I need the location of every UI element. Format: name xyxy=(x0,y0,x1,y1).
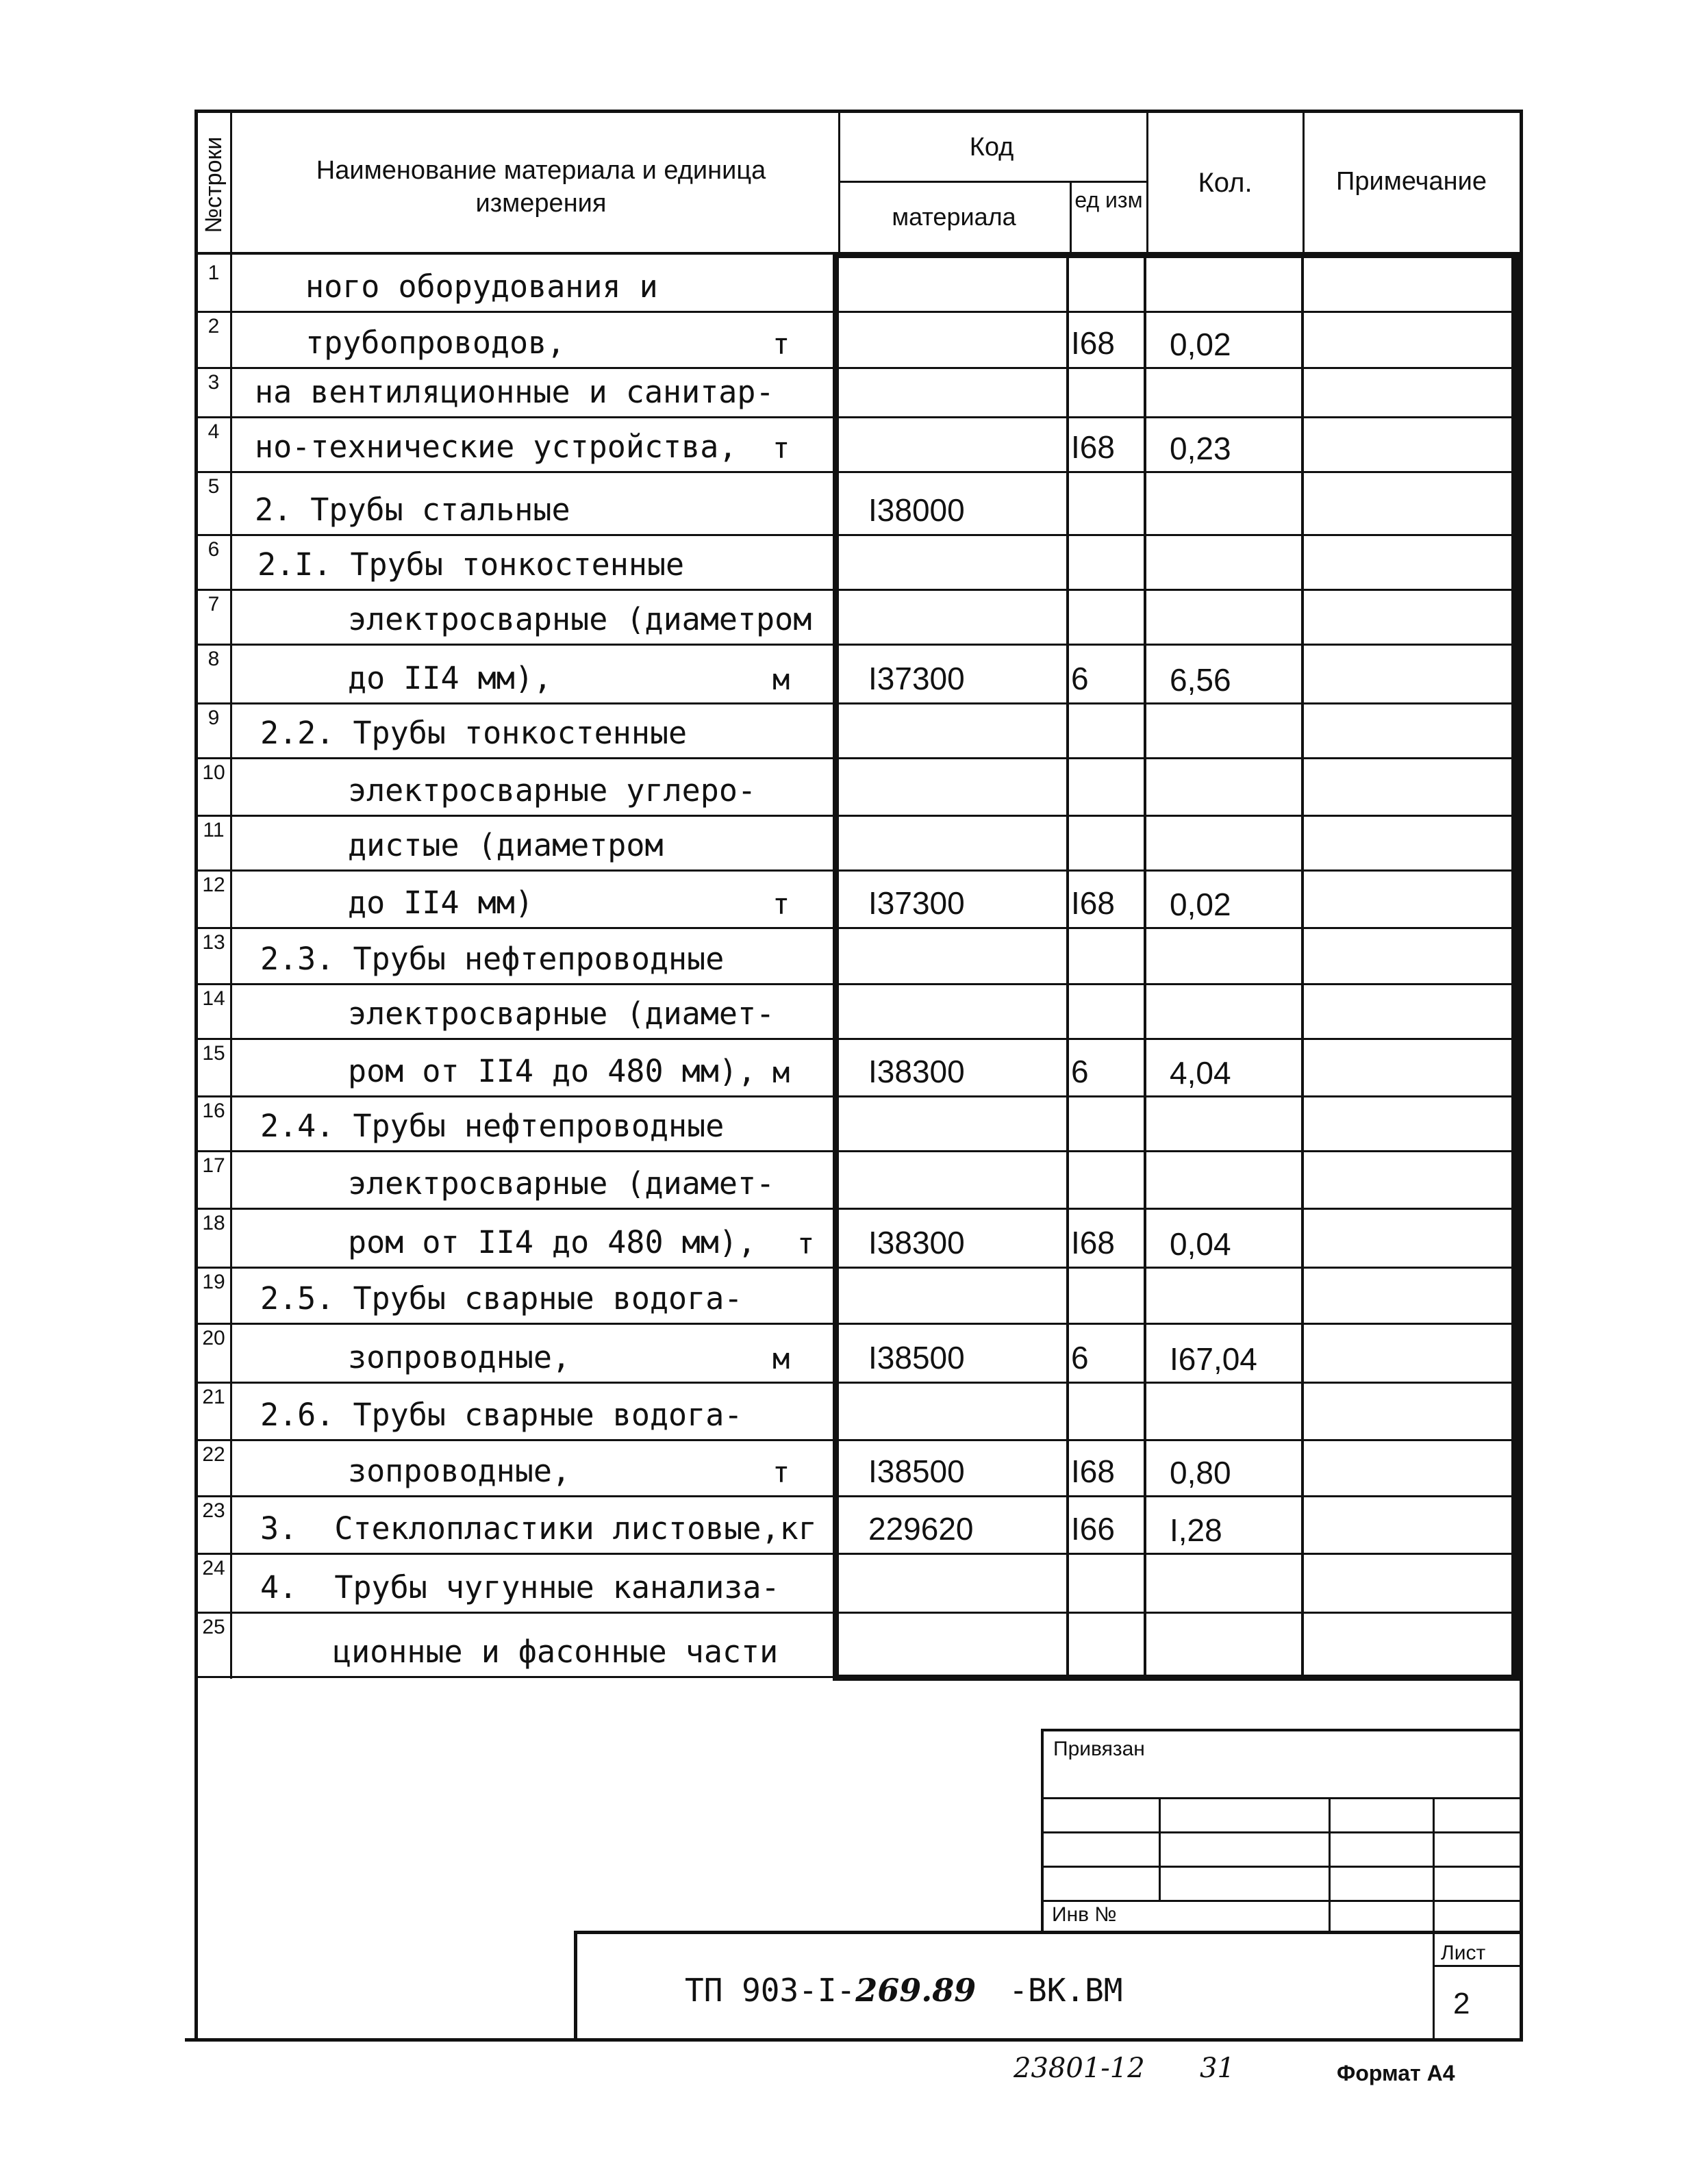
material-name: электросварные (диамет- xyxy=(348,1165,775,1202)
material-name: до II4 мм), xyxy=(348,660,553,696)
document-designation xyxy=(685,1972,1122,2009)
header-qty-right-line xyxy=(1302,110,1305,255)
row-separator xyxy=(194,702,1523,704)
format-label: Формат А4 xyxy=(1337,2061,1455,2085)
material-name: ром от II4 до 480 мм), xyxy=(348,1053,757,1089)
row-separator xyxy=(194,757,1523,759)
row-separator xyxy=(194,1267,1523,1269)
designation-suffix: -ВК.ВМ xyxy=(1009,1972,1123,2009)
row-separator xyxy=(194,367,1523,369)
row-number: 21 xyxy=(202,1386,225,1408)
sheet-label: Лист xyxy=(1441,1942,1486,1964)
unit-of-measure: м xyxy=(772,1342,790,1375)
row-number: 10 xyxy=(202,761,225,784)
unit-of-measure: т xyxy=(772,431,790,465)
row-separator xyxy=(194,815,1523,817)
stamp-line-3 xyxy=(1041,1866,1523,1868)
row-number: 7 xyxy=(207,593,220,615)
header-material: материала xyxy=(892,203,1016,231)
row-number: 13 xyxy=(202,931,225,954)
quantity: I67,04 xyxy=(1170,1341,1257,1377)
ed-qty-column-line xyxy=(1144,257,1146,1676)
row-number: 2 xyxy=(207,315,220,338)
designation-prefix: ТП 903-I- xyxy=(685,1972,856,2009)
row-number: 19 xyxy=(202,1271,225,1293)
unit-of-measure: т xyxy=(797,1227,815,1260)
stamp-col-3 xyxy=(1433,1797,1435,2042)
row-separator xyxy=(194,869,1523,872)
row-separator xyxy=(194,589,1523,591)
unit-code: I68 xyxy=(1071,1225,1115,1260)
header-row-number: №строки xyxy=(201,136,227,233)
sheet-left-border xyxy=(194,110,198,2042)
material-name: 2.5. Трубы сварные водога- xyxy=(260,1280,743,1317)
quantity: 4,04 xyxy=(1170,1055,1231,1091)
material-name: но-технические устройства, xyxy=(255,429,738,465)
stamp-col-2 xyxy=(1329,1797,1331,1934)
designation-handwritten: 269.89 xyxy=(855,1972,977,2009)
material-code: I38300 xyxy=(868,1225,965,1260)
header-note: Примечание xyxy=(1336,167,1487,196)
stamp-line-1 xyxy=(1041,1797,1523,1799)
row-separator xyxy=(194,1382,1523,1384)
material-name: электросварные углеро- xyxy=(348,772,757,809)
material-code: 229620 xyxy=(868,1511,974,1547)
row-number: 22 xyxy=(202,1443,225,1466)
material-name: зопроводные, xyxy=(348,1453,571,1489)
footer-handwritten-page: 31 xyxy=(1200,2053,1235,2084)
row-number: 8 xyxy=(207,648,220,670)
material-code: I38500 xyxy=(868,1453,965,1489)
designation-left-line xyxy=(574,1931,577,2042)
sheet-number: 2 xyxy=(1453,1987,1470,2020)
header-material-right-line xyxy=(1070,181,1072,255)
material-name: 4. Трубы чугунные канализа- xyxy=(260,1569,780,1605)
unit-code: I68 xyxy=(1071,429,1115,465)
material-name: дистые (диаметром xyxy=(348,827,664,863)
material-name: на вентиляционные и санитар- xyxy=(255,374,775,410)
material-code: I37300 xyxy=(868,885,965,921)
material-name: 2.6. Трубы сварные водога- xyxy=(260,1397,743,1433)
unit-code: 6 xyxy=(1071,1054,1089,1089)
row-number: 3 xyxy=(207,371,220,394)
row-number: 6 xyxy=(207,538,220,561)
material-code: I37300 xyxy=(868,661,965,696)
header-name: Наименование материала и единица измерения xyxy=(316,156,766,218)
unit-code: 6 xyxy=(1071,1340,1089,1375)
quantity: 0,04 xyxy=(1170,1226,1231,1262)
designation-top-line xyxy=(574,1931,1523,1934)
unit-of-measure: м xyxy=(772,663,790,696)
row-number: 12 xyxy=(202,874,225,896)
row-number: 23 xyxy=(202,1499,225,1522)
sheet-right-border xyxy=(1520,110,1523,2042)
bold-frame-right xyxy=(1511,252,1520,1680)
stamp-line-2 xyxy=(1041,1831,1523,1833)
row-number: 25 xyxy=(202,1616,225,1638)
unit-of-measure: т xyxy=(772,1456,790,1489)
row-separator xyxy=(194,1095,1523,1097)
row-number: 15 xyxy=(202,1042,225,1065)
row-separator xyxy=(194,983,1523,985)
row-number: 24 xyxy=(202,1557,225,1579)
material-name: зопроводные, xyxy=(348,1339,571,1375)
rowno-column-line xyxy=(230,110,232,1679)
material-name: 2.2. Трубы тонкостенные xyxy=(260,715,688,751)
unit-of-measure: т xyxy=(772,887,790,921)
row-separator xyxy=(194,1612,1523,1614)
row-separator xyxy=(194,927,1523,929)
unit-of-measure: т xyxy=(772,327,790,361)
row-number: 17 xyxy=(202,1154,225,1177)
sheet-bottom-border xyxy=(185,2038,1523,2042)
row-number: 14 xyxy=(202,987,225,1010)
material-name: 2.4. Трубы нефтепроводные xyxy=(260,1108,725,1144)
quantity: 0,23 xyxy=(1170,431,1231,466)
row-number: 4 xyxy=(207,420,220,443)
unit-code: I66 xyxy=(1071,1511,1115,1547)
header-unit-code: ед изм xyxy=(1074,188,1143,212)
header-ed-right-line xyxy=(1146,110,1148,255)
unit-code: I68 xyxy=(1071,325,1115,361)
row-number: 1 xyxy=(207,262,220,284)
row-number: 5 xyxy=(207,475,220,498)
bold-frame-top xyxy=(833,252,1523,258)
material-name: 2.I. Трубы тонкостенные xyxy=(257,546,685,583)
row-separator xyxy=(194,534,1523,536)
unit-code: I68 xyxy=(1071,885,1115,921)
row-separator xyxy=(194,311,1523,313)
footer-handwritten-number: 23801-12 xyxy=(1014,2053,1145,2084)
row-separator xyxy=(194,416,1523,418)
material-code: I38500 xyxy=(868,1340,965,1375)
row-separator xyxy=(194,644,1523,646)
material-name: до II4 мм) xyxy=(348,885,533,921)
material-name: трубопроводов, xyxy=(305,325,566,361)
quantity: 6,56 xyxy=(1170,662,1231,698)
row-separator xyxy=(194,1553,1523,1555)
header-code: Код xyxy=(969,133,1014,162)
header-quantity: Кол. xyxy=(1198,168,1253,198)
row-number: 11 xyxy=(203,819,225,841)
stamp-top-line xyxy=(1041,1729,1523,1731)
material-name: 3. Стеклопластики листовые,кг xyxy=(260,1510,817,1547)
material-name: 2. Трубы стальные xyxy=(255,492,570,528)
table-top-border xyxy=(194,110,1523,113)
bold-frame-bottom xyxy=(833,1675,1523,1681)
row-separator xyxy=(194,1208,1523,1210)
stamp-col-1 xyxy=(1159,1797,1161,1901)
material-name: ром от II4 до 480 мм), xyxy=(348,1224,757,1260)
quantity: 0,02 xyxy=(1170,327,1231,362)
quantity: I,28 xyxy=(1170,1512,1222,1548)
row-separator xyxy=(194,1495,1523,1497)
header-code-divider xyxy=(838,181,1148,183)
material-code: I38000 xyxy=(868,492,965,528)
quantity: 0,80 xyxy=(1170,1455,1231,1490)
quantity: 0,02 xyxy=(1170,887,1231,922)
unit-code: 6 xyxy=(1071,661,1089,696)
bound-label: Привязан xyxy=(1053,1738,1145,1760)
code-ed-column-line xyxy=(1066,257,1069,1676)
sheet-label-line xyxy=(1433,1965,1523,1967)
row-number: 16 xyxy=(202,1100,225,1122)
material-name: электросварные (диамет- xyxy=(348,995,775,1032)
stamp-line-4 xyxy=(1041,1900,1523,1902)
row-number: 20 xyxy=(202,1327,225,1349)
table-bottom-line xyxy=(194,1676,833,1678)
row-number: 18 xyxy=(202,1212,225,1234)
unit-of-measure: м xyxy=(772,1056,790,1089)
material-name: ного оборудования и xyxy=(305,268,658,305)
material-name: электросварные (диаметром xyxy=(348,601,812,637)
bold-frame-left xyxy=(833,252,839,1680)
material-name: 2.3. Трубы нефтепроводные xyxy=(260,941,725,977)
row-separator xyxy=(194,471,1523,473)
qty-note-column-line xyxy=(1301,257,1304,1676)
row-separator xyxy=(194,1439,1523,1441)
row-separator xyxy=(194,1150,1523,1152)
unit-code: I68 xyxy=(1071,1453,1115,1489)
material-name: ционные и фасонные части xyxy=(333,1634,779,1670)
inv-label: Инв № xyxy=(1052,1903,1117,1926)
material-code: I38300 xyxy=(868,1054,965,1089)
row-separator xyxy=(194,1038,1523,1040)
row-separator xyxy=(194,1323,1523,1325)
row-number: 9 xyxy=(207,707,220,729)
